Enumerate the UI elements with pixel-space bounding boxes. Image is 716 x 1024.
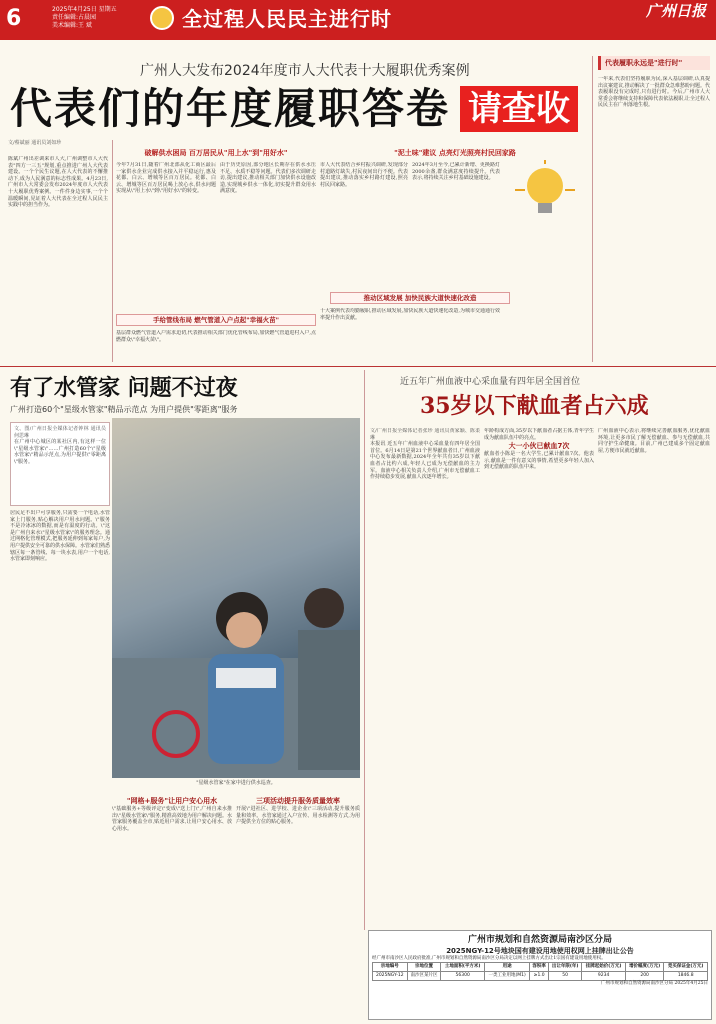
lead-intro: 陈斌广州出差调来市人大,广州调整市人大代表"四方一三五"规划,重点推进广州人大代表建设。一个个民生议题,在人大代表的不懈推动下,成为人民满意的标志性成果。4月23日,广州市人大常委会发布2024年度市人大代表十大履职优秀案例。一件件身边实事,一个个温暖瞬间,见证着人大代表在全过程人民民主实践中的担当作为。 [8,156,108,209]
lead-kicker: 广州人大发布2024年度市人大代表十大履职优秀案例 [140,63,470,79]
sidebar-title: 代表履职永远是"进行时" [598,56,710,70]
notice-col: 容积率 [530,963,549,972]
water-photo [112,418,360,778]
notice-cell: ≥1.0 [530,972,549,981]
water-headline: 有了水管家 问题不过夜 [10,375,238,401]
notice-issuer: 广州市规划和自然资源局南沙区分局 [601,981,674,986]
notice-title1: 广州市规划和自然资源局南沙区分局 [467,935,612,945]
case2-body-b: 2024年3月至今,已累计新增、更换路灯2000余盏,群众满意度持续提升。代表表示,将持续关注乡村基础设施建设。 [412,162,500,182]
case4-body: 十大案例代表均勤履职,推动区域发展,加快民族大道快速化改造,为城市交通通行效率提升作出贡献。 [320,308,500,321]
water-intro-box [10,422,110,506]
lead-byline: 文/蔡斌丽 通讯员刘如珍 [8,140,62,146]
water-subhead: 广州打造60个"星级水管家"精品示范点 为用户提供"零距离"服务 [10,405,238,414]
water-caption: "星级水管家"在家中进行供水巡查。 [196,780,276,786]
notice-footer [372,981,708,987]
water-body-col2: "网格+服务"让用户安心用水 \"基础服务+等级评定\"变成\"送上门\",广州自来水推出\"星级水管家\"服务,精准高效地为用户解决问题。水管家服务覆盖全市,贴近用户需求,让用户安心用水、放心用水。 [112,797,232,832]
case1-body-a: 今年7月31日,随着广州北部从化工商区最后一家供水企业完成供水接入并平稳运行,惠及花都、白云、增城等区百万居民。花都、白云、增城等区百万居民喝上放心水,供水问题实现从\"用上水\"到\"用好水\"的转变。 [116,162,216,195]
blood-headline: 35岁以下献血者占六成 [420,393,649,419]
case3-title: 手给管线布局 燃气管道入户点起"幸福火苗" [116,314,316,326]
notice-cell: 南沙区某片区 [407,972,441,981]
case1-body-b: 由于历史原因,部分地区长期存在供水水压不足、水质不稳等问题。代表们多次调研走访,提出建议,推动相关部门加快供水设施改造,实现城乡供水一体化,切实提升群众用水满意度。 [220,162,316,195]
water-section-low: 三项活动提升服务质量效率 [256,797,340,805]
case1-title: 破解供水困局 百万居民从"用上水"到"用好水" [144,149,288,157]
lead-headline: 代表们的年度履职答卷 [10,84,451,133]
brand-logo: 广州日报 [645,2,706,20]
notice-col: 增价幅度(万元) [625,963,663,972]
notice-header-row [373,963,708,972]
notice-cell: 一类工业用地(M1) [484,972,529,981]
lead-headline-row [10,84,578,134]
water-body-col1: 居民足不出户可享服务,只需要一个电话,水管家上门服务,贴心解决用户用水问题。\"服务不是冷冰冰的数据,而是有温度的行动。\"这是广州自来水\"星级水管家\"的服务理念。通过网格化管理模式,把服务延伸到每家每户,为用户提供安全可靠的供水保障。水管家们熟悉辖区每一条管线、每一块水表,用户一个电话,水管家即刻响应。 [10,510,110,563]
national-emblem-icon [150,6,174,30]
divider-vertical [364,370,365,930]
land-notice [368,930,712,1020]
lightbulb-illustration [505,160,585,220]
case2-body-a: 市人大代表结合乡村振兴调研,发现部分村道路灯缺失,村民夜间出行不便。代表提出建议,推动落实乡村路灯建设,照亮村民回家路。 [320,162,408,188]
notice-col: 宗地位置 [407,963,441,972]
notice-date: 2025年4月25日 [674,981,708,986]
page-number: 6 [6,6,22,31]
table-row [373,972,708,981]
notice-cell: 50 [548,972,581,981]
notice-col: 竞买保证金(万元) [664,963,708,972]
notice-cell: 200 [625,972,663,981]
case4-title: 推动区域发展 加快民族大道快速化改造 [330,292,510,304]
blood-section-mid: 大一小伙已献血7次 [508,442,570,451]
editor-line: 责任编辑:占晨园 [52,14,97,21]
divider [112,140,113,362]
header-meta [52,6,117,30]
case2-title: "泥土味"建议 点亮灯光照亮村民回家路 [394,149,516,157]
notice-cell: 2025NGY-12 [373,972,408,981]
notice-title2: 2025NGY-12号地块国有建设用地使用权网上挂牌出让公告 [446,947,634,955]
blood-body-col2: 年龄构成方面,35岁以下献血者占据主体,青年学生成为献血队伍中的亮点。 大一小伙已献血7次 献血者小陈是一名大学生,已累计献血7次。他表示,献血是一件有意义的事情,希望更多年轻人加入到无偿献血的队伍中来。 [484,428,594,471]
notice-intro: 经广州市南沙区人民政府批准,广州市规划和自然资源局南沙区分局决定以网上挂牌方式出让1宗国有建设用地使用权。 [372,956,606,961]
date-line: 2025年4月25日 星期五 [52,6,117,13]
sidebar-divider [592,56,593,362]
blood-body-col3: 广州血液中心表示,将继续完善献血服务,优化献血环境,让更多市民了解无偿献血、参与无偿献血,共同守护生命健康。目前,广州已建成多个固定献血屋,方便市民就近献血。 [598,428,710,454]
blood-body-col1: 文/广州日报全媒体记者张珍 通讯员黄家颖、陈柔琳 本报讯 近五年广州血液中心采血量有四年居全国首位。6月14日是第21个世界献血者日,广州血液中心发布最新数据,2024年全年共有35岁以下献血者占比约六成,年轻人已成为无偿献血的主力军。血液中心相关负责人介绍,广州市无偿献血工作持续稳步发展,献血人次逐年增长。 [370,428,480,481]
notice-col: 土地面积(平方米) [441,963,485,972]
blood-kicker: 近五年广州血液中心采血量有四年居全国首位 [400,377,581,387]
notice-cell: 1846.8 [664,972,708,981]
notice-col: 挂牌起始价(万元) [582,963,626,972]
water-body-col3: 三项活动提升服务质量效率 开展\"进社区、进学校、进企业\"三项活动,提升服务质量和效率。水管家通过入户宣传、用水检测等方式,为用户提供全方位的贴心服务。 [236,797,360,826]
notice-table [372,962,708,981]
notice-cell: 56300 [441,972,485,981]
blood-byline: 文/广州日报全媒体记者张珍 通讯员黄家颖、陈柔琳 [370,428,480,441]
section-rule [0,366,716,367]
water-section-mid: "网格+服务"让用户安心用水 [126,797,218,805]
notice-col: 出让年限(年) [548,963,581,972]
water-byline: 文、图/广州日报全媒体记者钟林 通讯员何思琳 [14,426,106,439]
case3-body: 基层群众燃气管道入户需求迫切,代表推动相关部门优化管线布局,加快燃气管道进村入户,点燃群众\"幸福火苗\"。 [116,330,316,343]
water-intro: 在广州中心城区的某社区内,有这样一位\"星级水管家\"……广州打造60个\"星级水管家\"精品示范点,为用户提供\"零距离\"服务。 [14,439,106,465]
lead-stamp: 请查收 [460,86,578,132]
notice-col: 用途 [484,963,529,972]
design-line: 美术编辑:王 斌 [52,22,92,29]
page-header [0,0,716,40]
notice-cell: 9234 [582,972,626,981]
sidebar-body: 一年来,代表们坚持履职为民,深入基层调研,认真提出议案建议,推动解决了一批群众急难愁盼问题。代表履职没有完成时,只有进行时。今后,广州市人大常委会将继续支持和保障代表依法履职,让全过程人民民主在广州落地生根。 [598,76,710,109]
notice-col: 宗地编号 [373,963,408,972]
section-title: 全过程人民民主进行时 [182,7,392,31]
